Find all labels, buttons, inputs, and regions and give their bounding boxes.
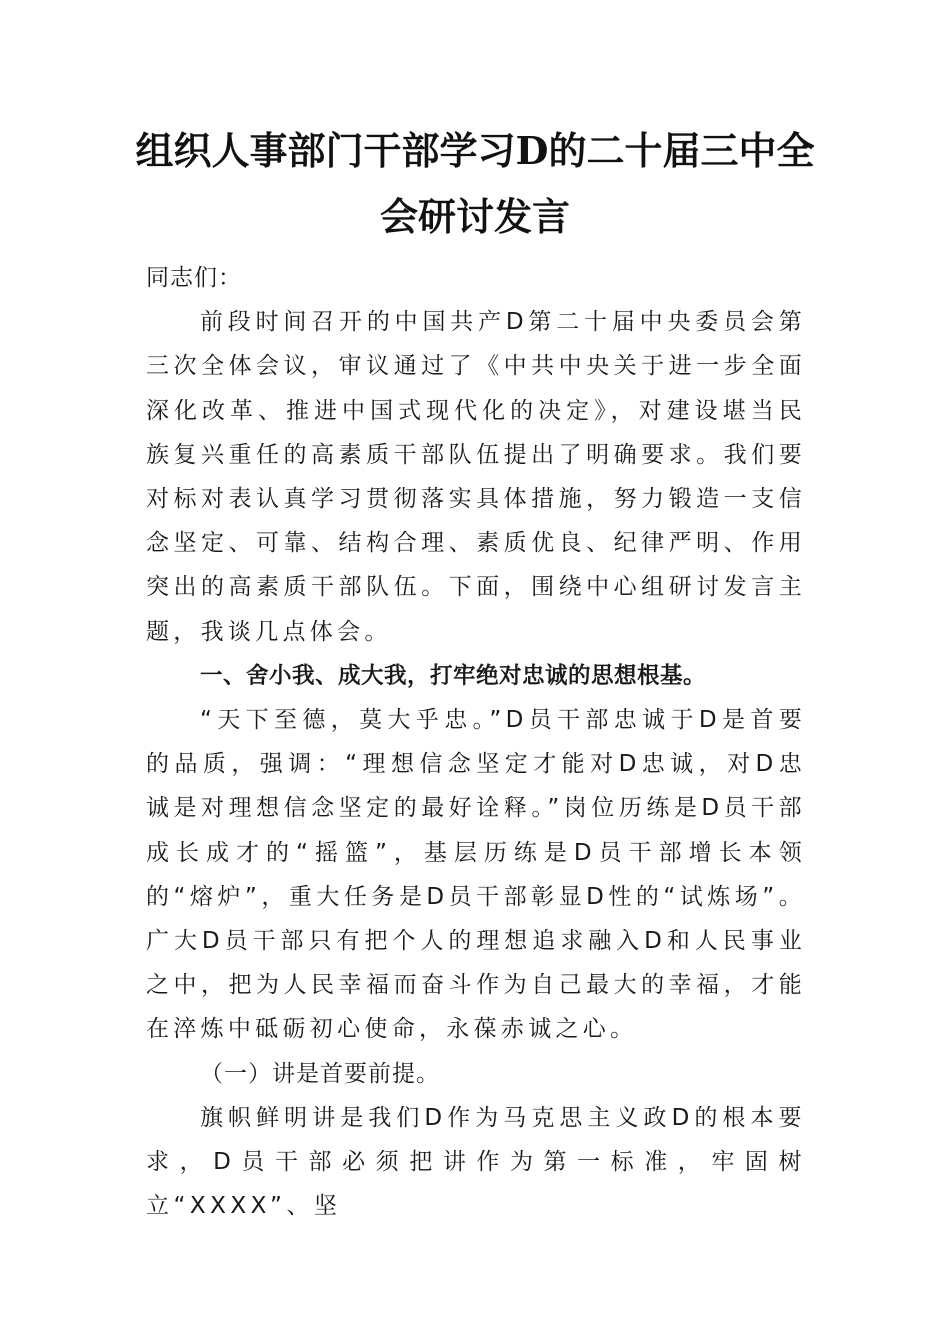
intro-paragraph: 前段时间召开的中国共产D第二十届中央委员会第三次全体会议，审议通过了《中共中央关于进一步全面深化改革、推进中国式现代化的决定》，对建设堪当民族复兴重任的高素质干部队伍提出了明确要求。我们要对标对表认真学习贯彻落实具体措施，努力锻造一支信念坚定、可靠、结构合理、素质优良、纪律严明、作用突出的高素质干部队伍。下面，围绕中心组研讨发言主题，我谈几点体会。 — [146, 309, 806, 645]
section-heading-1: 一、舍小我、成大我，打牢绝对忠诚的思想根基。 — [200, 662, 707, 689]
salutation: 同志们： — [146, 265, 242, 291]
document-title — [120, 118, 830, 250]
title-line-2: 会研讨发言 — [379, 194, 570, 239]
subsection-heading-1: （一）讲是首要前提。 — [200, 1060, 440, 1087]
section-1-paragraph: “天下至德，莫大乎忠。”D员干部忠诚于D是首要的品质，强调：“理想信念坚定才能对D忠诚，对D忠诚是对理想信念坚定的最好诠释。”岗位历练是D员干部成长成才的“摇篮”，基层历练是D员干部增长本领的“熔炉”，重大任务是D员干部彰显D性的“试炼场”。广大D员干部只有把个人的理想追求融入D和人民事业之中，把为人民幸福而奋斗作为自己最大的幸福，才能在淬炼中砥砺初心使命，永葆赤诚之心。 — [146, 707, 806, 1043]
document-body — [146, 256, 806, 1228]
title-line-1: 组织人事部门干部学习D的二十届三中全 — [135, 128, 815, 173]
subsection-1-paragraph: 旗帜鲜明讲是我们D作为马克思主义政D的根本要求，D员干部必须把讲作为第一标准，牢固树立“XXXX”、坚 — [146, 1104, 806, 1220]
